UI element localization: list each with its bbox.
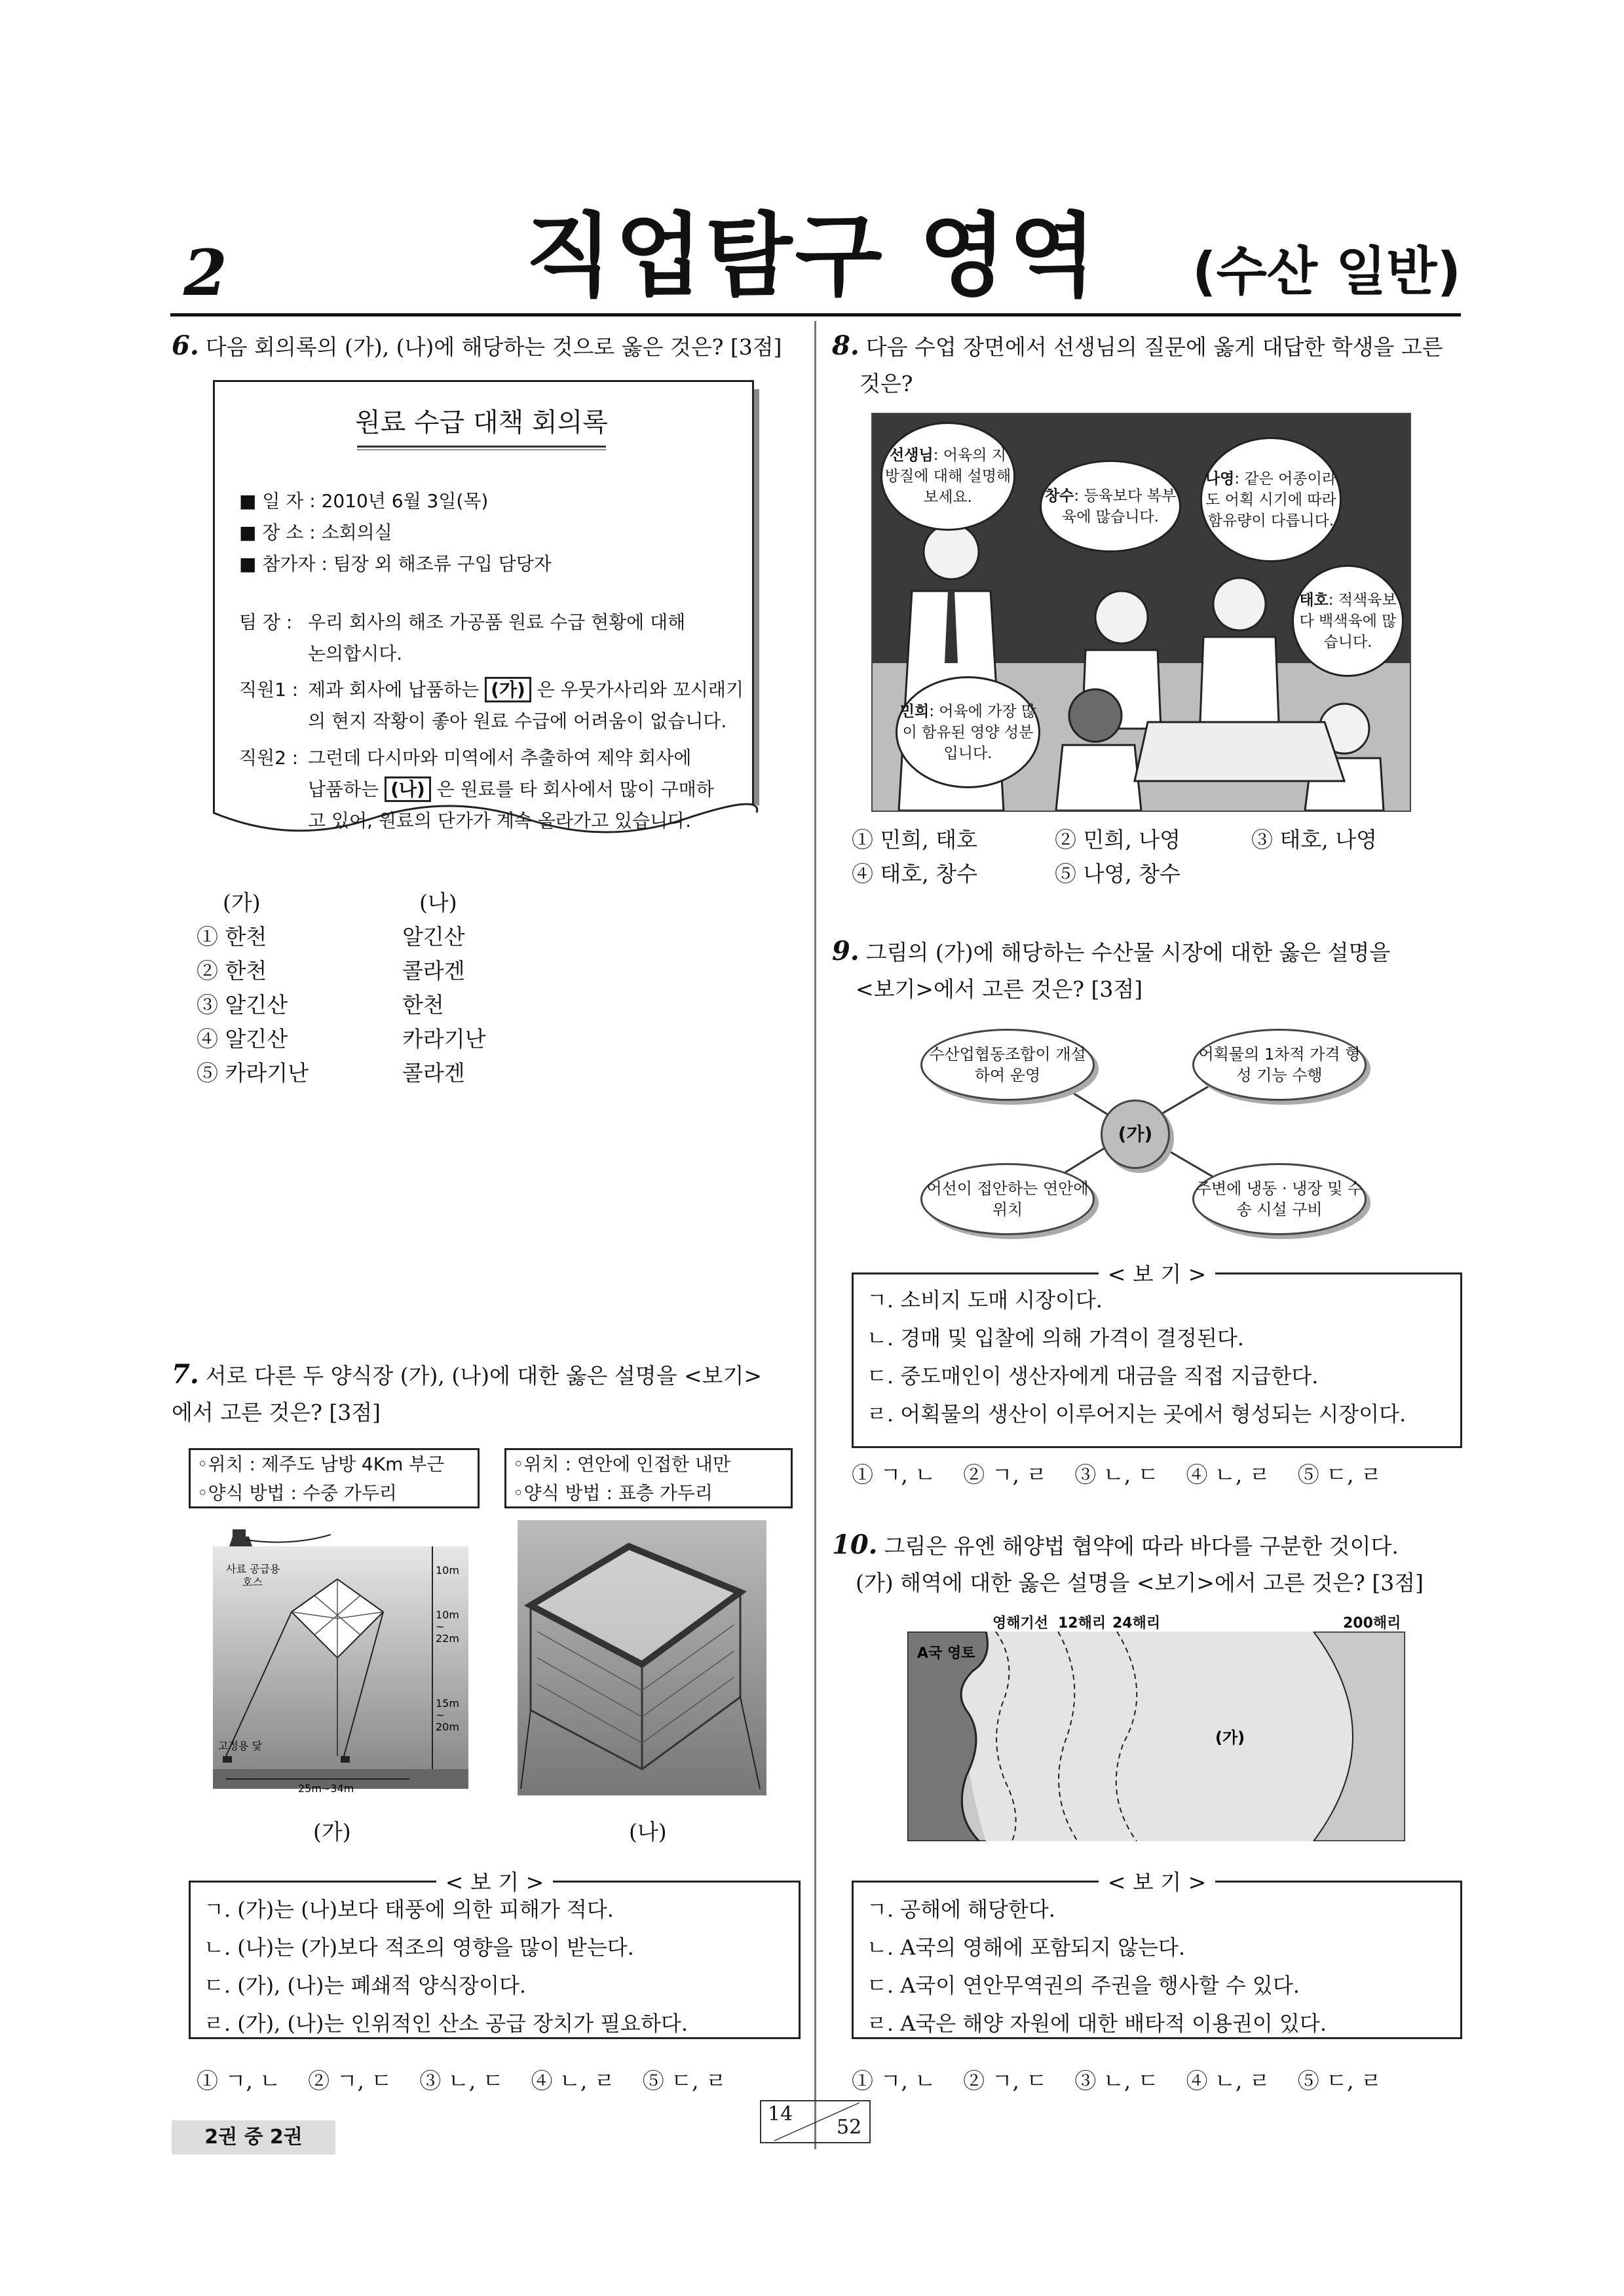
q10-bogi-3: ㄷ. A국이 연안무역권의 주권을 행사할 수 있다. xyxy=(867,1973,1300,1998)
cage-diagram-a xyxy=(213,1520,468,1808)
q6-stem: 6. 다음 회의록의 (가), (나)에 해당하는 것으로 옳은 것은? [3점] xyxy=(172,330,782,361)
q8-choice-5[interactable]: ⑤ 나영, 창수 xyxy=(1055,861,1180,887)
q10-bogi-2: ㄴ. A국의 영해에 포함되지 않는다. xyxy=(867,1935,1185,1960)
q7-info-b: ◦위치 : 연안에 인접한 내만 ◦양식 방법 : 표층 가두리 xyxy=(504,1448,793,1508)
leader-line-1: 우리 회사의 해조 가공품 원료 수급 현황에 대해 xyxy=(308,611,686,633)
memo-date: ■ 일 자 : 2010년 6월 3일(목) xyxy=(239,490,489,512)
subject-label: (수산 일반) xyxy=(1192,241,1462,302)
q6-choice-2[interactable]: ② 한천 xyxy=(197,958,267,984)
page-number: 2 xyxy=(183,236,227,310)
svg-text:10m: 10m xyxy=(436,1564,459,1577)
staff2-line-2: 납품하는 (나) 은 원료를 타 회사에서 많이 구매하 xyxy=(308,773,714,806)
maritime-zone-map xyxy=(907,1632,1405,1841)
svg-text:~: ~ xyxy=(436,1709,445,1721)
q8-choices xyxy=(852,823,1377,891)
q10-stem: 10. 그림은 유엔 해양법 협약에 따라 바다를 구분한 것이다. (가) 해역에 대한 옳은 설명을 <보기>에서 고른 것은? [3점] xyxy=(832,1529,1424,1596)
q10-bogi-4: ㄹ. A국은 해양 자원에 대한 배타적 이용권이 있다. xyxy=(867,2011,1327,2036)
q6-col-b: (나) xyxy=(419,890,457,915)
staff2-label: 직원2 : xyxy=(239,747,299,769)
page-current: 14 xyxy=(768,2103,793,2126)
q9-stem: 9. 그림의 (가)에 해당하는 수산물 시장에 대한 옳은 설명을 <보기>에서 고른 것은? [3점] xyxy=(832,936,1391,1002)
q10-bogi-box: < 보 기 > ㄱ. 공해에 해당한다. ㄴ. A국의 영해에 포함되지 않는다. ㄷ. A국이 연안무역권의 주권을 행사할 수 있다. ㄹ. A국은 해양 자원에 대한 배타적 이용권이 있다. xyxy=(852,1881,1462,2039)
classroom-illustration xyxy=(871,413,1411,812)
staff1-line-1: 제과 회사에 납품하는 (가) 은 우뭇가사리와 꼬시래기 xyxy=(308,674,744,706)
svg-text:15m: 15m xyxy=(436,1697,459,1710)
q6-choices-b: 알긴산 콜라겐 한천 카라기난 콜라겐 xyxy=(402,924,486,1086)
staff1-line-2: 의 현지 작황이 좋아 원료 수급에 어려움이 없습니다. xyxy=(308,710,727,732)
q6-choice-4[interactable]: ④ 알긴산 xyxy=(197,1026,288,1052)
svg-text:~: ~ xyxy=(436,1620,445,1633)
bubble-nayoung: 나영: 같은 어종이라도 어획 시기에 따라 함유량이 다릅니다. xyxy=(1200,437,1342,562)
q6-choice-3[interactable]: ③ 알긴산 xyxy=(197,992,288,1018)
q6-choice-5[interactable]: ⑤ 카라기난 xyxy=(197,1060,309,1086)
q9-node-2: 어획물의 1차적 가격 형성 기능 수행 xyxy=(1192,1029,1367,1101)
q7-stem: 7. 서로 다른 두 양식장 (가), (나)에 대한 옳은 설명을 <보기> 에서 고른 것은? [3점] xyxy=(172,1359,763,1425)
q9-choices[interactable]: ① ㄱ, ㄴ ② ㄱ, ㄹ ③ ㄴ, ㄷ ④ ㄴ, ㄹ ⑤ ㄷ, ㄹ xyxy=(852,1462,1382,1487)
q9-bogi-box: < 보 기 > ㄱ. 소비지 도매 시장이다. ㄴ. 경매 및 입찰에 의해 가격이 결정된다. ㄷ. 중도매인이 생산자에게 대금을 직접 지급한다. ㄹ. 어획물의 생산이 이루어지는 곳에서 형성되는 시장이다. xyxy=(852,1272,1462,1448)
blank-na-box: (나) xyxy=(385,776,431,802)
leader-label: 팀 장 : xyxy=(239,611,293,633)
q7-bogi-2: ㄴ. (나)는 (가)보다 적조의 영향을 많이 받는다. xyxy=(204,1935,634,1960)
q6-col-a: (가) xyxy=(223,890,261,915)
anchor-label: 고정용 닻 xyxy=(218,1740,262,1752)
svg-text:22m: 22m xyxy=(436,1632,459,1645)
memo-title: 원료 수급 대책 회의록 xyxy=(355,408,608,438)
label-zone-ga: (가) xyxy=(1215,1729,1245,1747)
q9-node-1: 수산업협동조합이 개설하여 운영 xyxy=(920,1029,1095,1101)
staff2-line-1: 그런데 다시마와 미역에서 추출하여 제약 회사에 xyxy=(308,747,692,769)
q8-choice-3[interactable]: ③ 태호, 나영 xyxy=(1251,827,1377,852)
staff1-label: 직원1 : xyxy=(239,679,299,700)
svg-text:10m: 10m xyxy=(436,1609,459,1621)
q10-choices[interactable]: ① ㄱ, ㄴ ② ㄱ, ㄷ ③ ㄴ, ㄷ ④ ㄴ, ㄹ ⑤ ㄷ, ㄹ xyxy=(852,2068,1382,2094)
q9-center-node: (가) xyxy=(1101,1100,1170,1169)
q7-info-a: ◦위치 : 제주도 남방 4Km 부근 ◦양식 방법 : 수중 가두리 xyxy=(189,1448,480,1508)
page-total: 52 xyxy=(837,2116,862,2139)
blank-ga-box: (가) xyxy=(485,677,531,702)
label-territory: A국 영토 xyxy=(917,1645,975,1662)
bubble-teacher: 선생님: 어육의 지방질에 대해 설명해 보세요. xyxy=(880,422,1015,531)
q6-choice-1[interactable]: ① 한천 xyxy=(197,924,267,949)
bubble-taeho: 태호: 적색육보다 백색육에 많습니다. xyxy=(1292,565,1404,677)
q7-bogi-3: ㄷ. (가), (나)는 폐쇄적 양식장이다. xyxy=(204,1973,527,1998)
label-12nm: 12해리 xyxy=(1058,1615,1106,1632)
volume-tag: 2권 중 2권 xyxy=(172,2120,335,2154)
q9-bogi-2: ㄴ. 경매 및 입찰에 의해 가격이 결정된다. xyxy=(867,1326,1244,1350)
label-baseline: 영해기선 xyxy=(992,1615,1049,1632)
q8-stem: 8. 다음 수업 장면에서 선생님의 질문에 옳게 대답한 학생을 고른 것은? xyxy=(832,330,1443,396)
memo-attendees: ■ 참가자 : 팀장 외 해조류 구입 담당자 xyxy=(239,553,552,575)
leader-line-2: 논의합시다. xyxy=(308,643,403,664)
q9-bogi-1: ㄱ. 소비지 도매 시장이다. xyxy=(867,1288,1103,1312)
label-200nm: 200해리 xyxy=(1343,1615,1401,1632)
svg-text:20m: 20m xyxy=(436,1721,459,1733)
bubble-changsu: 창수: 등육보다 복부육에 많습니다. xyxy=(1040,460,1181,552)
q6-memo xyxy=(213,380,757,852)
cage-diagram-b xyxy=(518,1520,766,1808)
q9-node-3: 어선이 접안하는 연안에 위치 xyxy=(920,1163,1095,1235)
q7-bogi-1: ㄱ. (가)는 (나)보다 태풍에 의한 피해가 적다. xyxy=(204,1897,614,1922)
q7-caption-a: (가) xyxy=(313,1819,351,1845)
width-label: 25m~34m xyxy=(298,1782,354,1795)
memo-place: ■ 장 소 : 소회의실 xyxy=(239,522,392,543)
q7-bogi-box: < 보 기 > ㄱ. (가)는 (나)보다 태풍에 의한 피해가 적다. ㄴ. (나)는 (가)보다 적조의 영향을 많이 받는다. ㄷ. (가), (나)는 폐쇄적 양식장이다. ㄹ. (가), (나)는 인위적인 산소 공급 장치가 필요하다. xyxy=(189,1881,801,2039)
bubble-minhee: 민희: 어육에 가장 많이 함유된 영양 성분입니다. xyxy=(896,676,1040,788)
page-title: 직업탐구 영역 xyxy=(525,203,1099,309)
feed-label: 사료 공급용 xyxy=(226,1563,280,1575)
q8-choice-2[interactable]: ② 민희, 나영 xyxy=(1055,827,1180,852)
hose-label: 호스 xyxy=(242,1576,263,1588)
column-divider xyxy=(814,321,816,2149)
q8-choice-1[interactable]: ① 민희, 태호 xyxy=(852,827,977,852)
staff2-line-3: 고 있어, 원료의 단가가 계속 올라가고 있습니다. xyxy=(308,810,692,832)
q7-bogi-4: ㄹ. (가), (나)는 인위적인 산소 공급 장치가 필요하다. xyxy=(204,2011,688,2036)
q9-bogi-4: ㄹ. 어획물의 생산이 이루어지는 곳에서 형성되는 시장이다. xyxy=(867,1402,1407,1426)
q9-node-4: 주변에 냉동 · 냉장 및 수송 시설 구비 xyxy=(1192,1163,1367,1235)
page-counter xyxy=(760,2100,871,2143)
q8-choice-4[interactable]: ④ 태호, 창수 xyxy=(852,861,977,887)
q7-caption-b: (나) xyxy=(629,1819,667,1845)
label-24nm: 24해리 xyxy=(1112,1615,1161,1632)
q6-choices xyxy=(197,920,309,1090)
header-rule xyxy=(170,313,1461,316)
q10-bogi-1: ㄱ. 공해에 해당한다. xyxy=(867,1897,1055,1922)
q7-choices[interactable]: ① ㄱ, ㄴ ② ㄱ, ㄷ ③ ㄴ, ㄷ ④ ㄴ, ㄹ ⑤ ㄷ, ㄹ xyxy=(197,2068,727,2094)
q9-bogi-3: ㄷ. 중도매인이 생산자에게 대금을 직접 지급한다. xyxy=(867,1364,1319,1388)
